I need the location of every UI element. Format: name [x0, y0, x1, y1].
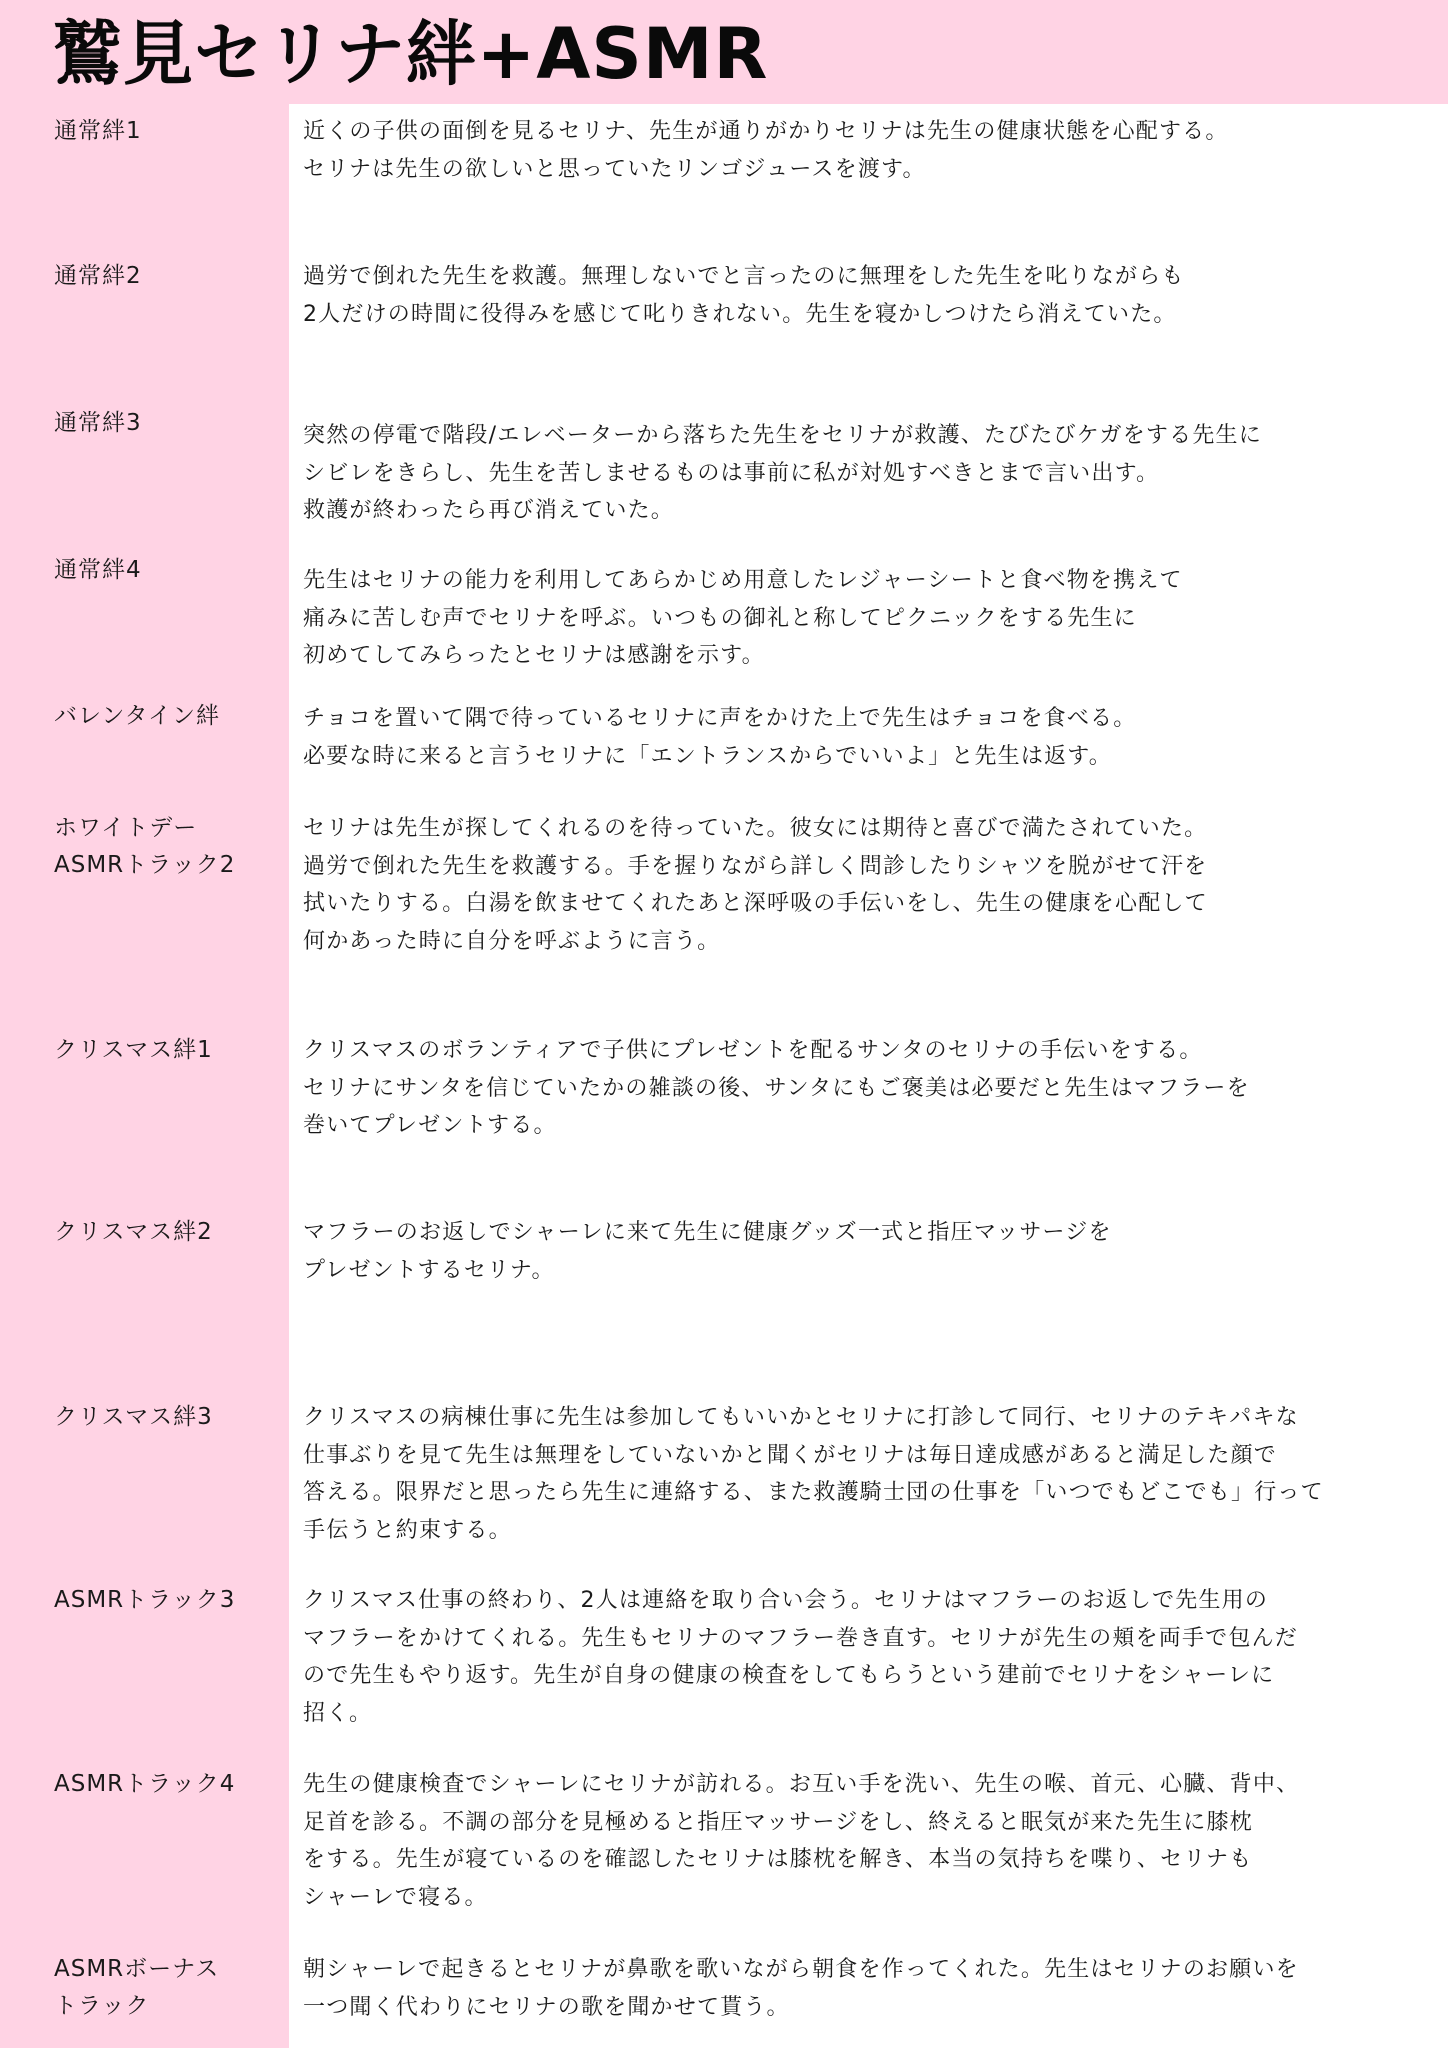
entry-label	[54, 1582, 282, 1619]
description-line: クリスマス仕事の終わり、2人は連絡を取り合い会う。セリナはマフラーのお返しで先生用の	[303, 1588, 1269, 1613]
entry-label-line: ASMRボーナス	[54, 1956, 220, 1982]
entry-label-line: 通常絆2	[54, 263, 142, 289]
title-banner	[0, 0, 1448, 104]
entry-description	[303, 1214, 1433, 1289]
description-line: 朝シャーレで起きるとセリナが鼻歌を歌いながら朝食を作ってくれた。先生はセリナのお願いを	[303, 1957, 1299, 1982]
entry-label-line: ホワイトデー	[54, 815, 198, 841]
description-line: ので先生もやり返す。先生が自身の健康の検査をしてもらうという建前でセリナをシャーレに	[303, 1663, 1275, 1688]
entry-description	[303, 258, 1433, 333]
entry-label	[54, 113, 282, 150]
description-line: クリスマスの病棟仕事に先生は参加してもいいかとセリナに打診して同行、セリナのテキパキな	[303, 1405, 1299, 1430]
description-line: 痛みに苦しむ声でセリナを呼ぶ。いつもの御礼と称してピクニックをする先生に	[303, 605, 1137, 631]
description-line: マフラーのお返しでシャーレに来て先生に健康グッズ一式と指圧マッサージを	[303, 1220, 1112, 1245]
description-line: 初めてしてみらったとセリナは感謝を示す。	[303, 643, 765, 668]
entry-description	[303, 1032, 1433, 1145]
entry-label-line: 通常絆4	[54, 557, 142, 583]
entry-label-line: クリスマス絆2	[54, 1219, 213, 1245]
entry-label	[54, 1951, 282, 2025]
entry-description	[303, 1582, 1433, 1732]
entry-label	[54, 698, 282, 735]
entry-label-line: 通常絆1	[54, 118, 142, 144]
entry-description	[303, 417, 1433, 530]
entry-description	[303, 562, 1433, 675]
description-line: セリナは先生の欲しいと思っていたリンゴジュースを渡す。	[303, 156, 926, 182]
entry-label-line: クリスマス絆1	[54, 1037, 213, 1063]
description-line: をする。先生が寝ているのを確認したセリナは膝枕を解き、本当の気持ちを喋り、セリナも	[303, 1847, 1253, 1872]
entry-label	[54, 810, 282, 884]
entry-label-line: クリスマス絆3	[54, 1404, 213, 1430]
entry-label	[54, 1032, 282, 1069]
entry-label-line: 通常絆3	[54, 410, 142, 436]
entry-label	[54, 405, 282, 442]
description-line: 手伝うと約束する。	[303, 1517, 512, 1543]
description-line: 先生はセリナの能力を利用してあらかじめ用意したレジャーシートと食べ物を携えて	[303, 568, 1183, 593]
description-line: 近くの子供の面倒を見るセリナ、先生が通りがかりセリナは先生の健康状態を心配する。	[303, 119, 1229, 144]
description-line: 過労で倒れた先生を救護。無理しないでと言ったのに無理をした先生を叱りながらも	[303, 264, 1185, 289]
page-title: 鷲見セリナ絆+ASMR	[52, 13, 769, 95]
entry-description	[303, 810, 1433, 960]
entry-label	[54, 1214, 282, 1251]
entry-description	[303, 113, 1433, 188]
description-line: 招く。	[303, 1700, 373, 1726]
label-column	[0, 104, 289, 2048]
description-line: セリナは先生が探してくれるのを待っていた。彼女には期待と喜びで満たされていた。	[303, 816, 1208, 841]
description-line: 過労で倒れた先生を救護する。手を握りながら詳しく問診したりシャツを脱がせて汗を	[303, 853, 1208, 879]
description-line: 巻いてプレゼントする。	[303, 1113, 557, 1138]
entry-description	[303, 1766, 1433, 1916]
entry-label-line: ASMRトラック2	[54, 852, 236, 878]
entry-label	[54, 1766, 282, 1803]
entry-label-line: トラック	[54, 1993, 150, 2019]
description-line: 拭いたりする。白湯を飲ませてくれたあと深呼吸の手伝いをし、先生の健康を心配して	[303, 891, 1208, 916]
description-line: 答える。限界だと思ったら先生に連絡する、また救護騎士団の仕事を「いつでもどこでも」行って	[303, 1480, 1324, 1505]
description-line: プレゼントするセリナ。	[303, 1257, 555, 1283]
entry-label	[54, 258, 282, 295]
entry-description	[303, 1951, 1433, 2026]
description-line: セリナにサンタを信じていたかの雑談の後、サンタにもご褒美は必要だと先生はマフラーを	[303, 1075, 1250, 1101]
description-line: 何かあった時に自分を呼ぶように言う。	[303, 928, 721, 954]
entry-label-line: バレンタイン絆	[54, 703, 221, 729]
description-line: シャーレで寝る。	[303, 1884, 488, 1910]
description-line: シビレをきらし、先生を苦しませるものは事前に私が対処すべきとまで言い出す。	[303, 460, 1160, 486]
description-line: 先生の健康検査でシャーレにセリナが訪れる。お互い手を洗い、先生の喉、首元、心臓、背中、	[303, 1772, 1300, 1797]
description-line: 2人だけの時間に役得みを感じて叱りきれない。先生を寝かしつけたら消えていた。	[303, 301, 1177, 327]
entry-description	[303, 700, 1433, 775]
description-line: 必要な時に来ると言うセリナに「エントランスからでいいよ」と先生は返す。	[303, 743, 1112, 769]
description-line: 突然の停電で階段/エレベーターから落ちた先生をセリナが救護、たびたびケガをする先生に	[303, 423, 1262, 448]
entry-label-line: ASMRトラック4	[54, 1771, 236, 1797]
description-line: 救護が終わったら再び消えていた。	[303, 498, 674, 523]
entry-description	[303, 1399, 1433, 1549]
entry-label	[54, 1399, 282, 1436]
description-line: 仕事ぶりを見て先生は無理をしていないかと聞くがセリナは毎日達成感があると満足した顔で	[303, 1442, 1277, 1468]
description-line: 足首を診る。不調の部分を見極めると指圧マッサージをし、終えると眠気が来た先生に膝枕	[303, 1809, 1253, 1835]
description-line: 一つ聞く代わりにセリナの歌を聞かせて貰う。	[303, 1994, 790, 2020]
description-line: マフラーをかけてくれる。先生もセリナのマフラー巻き直す。セリナが先生の頬を両手で包んだ	[303, 1625, 1298, 1651]
description-line: クリスマスのボランティアで子供にプレゼントを配るサンタのセリナの手伝いをする。	[303, 1038, 1203, 1063]
entry-label	[54, 552, 282, 589]
description-line: チョコを置いて隅で待っているセリナに声をかけた上で先生はチョコを食べる。	[303, 706, 1137, 731]
entry-label-line: ASMRトラック3	[54, 1587, 236, 1613]
